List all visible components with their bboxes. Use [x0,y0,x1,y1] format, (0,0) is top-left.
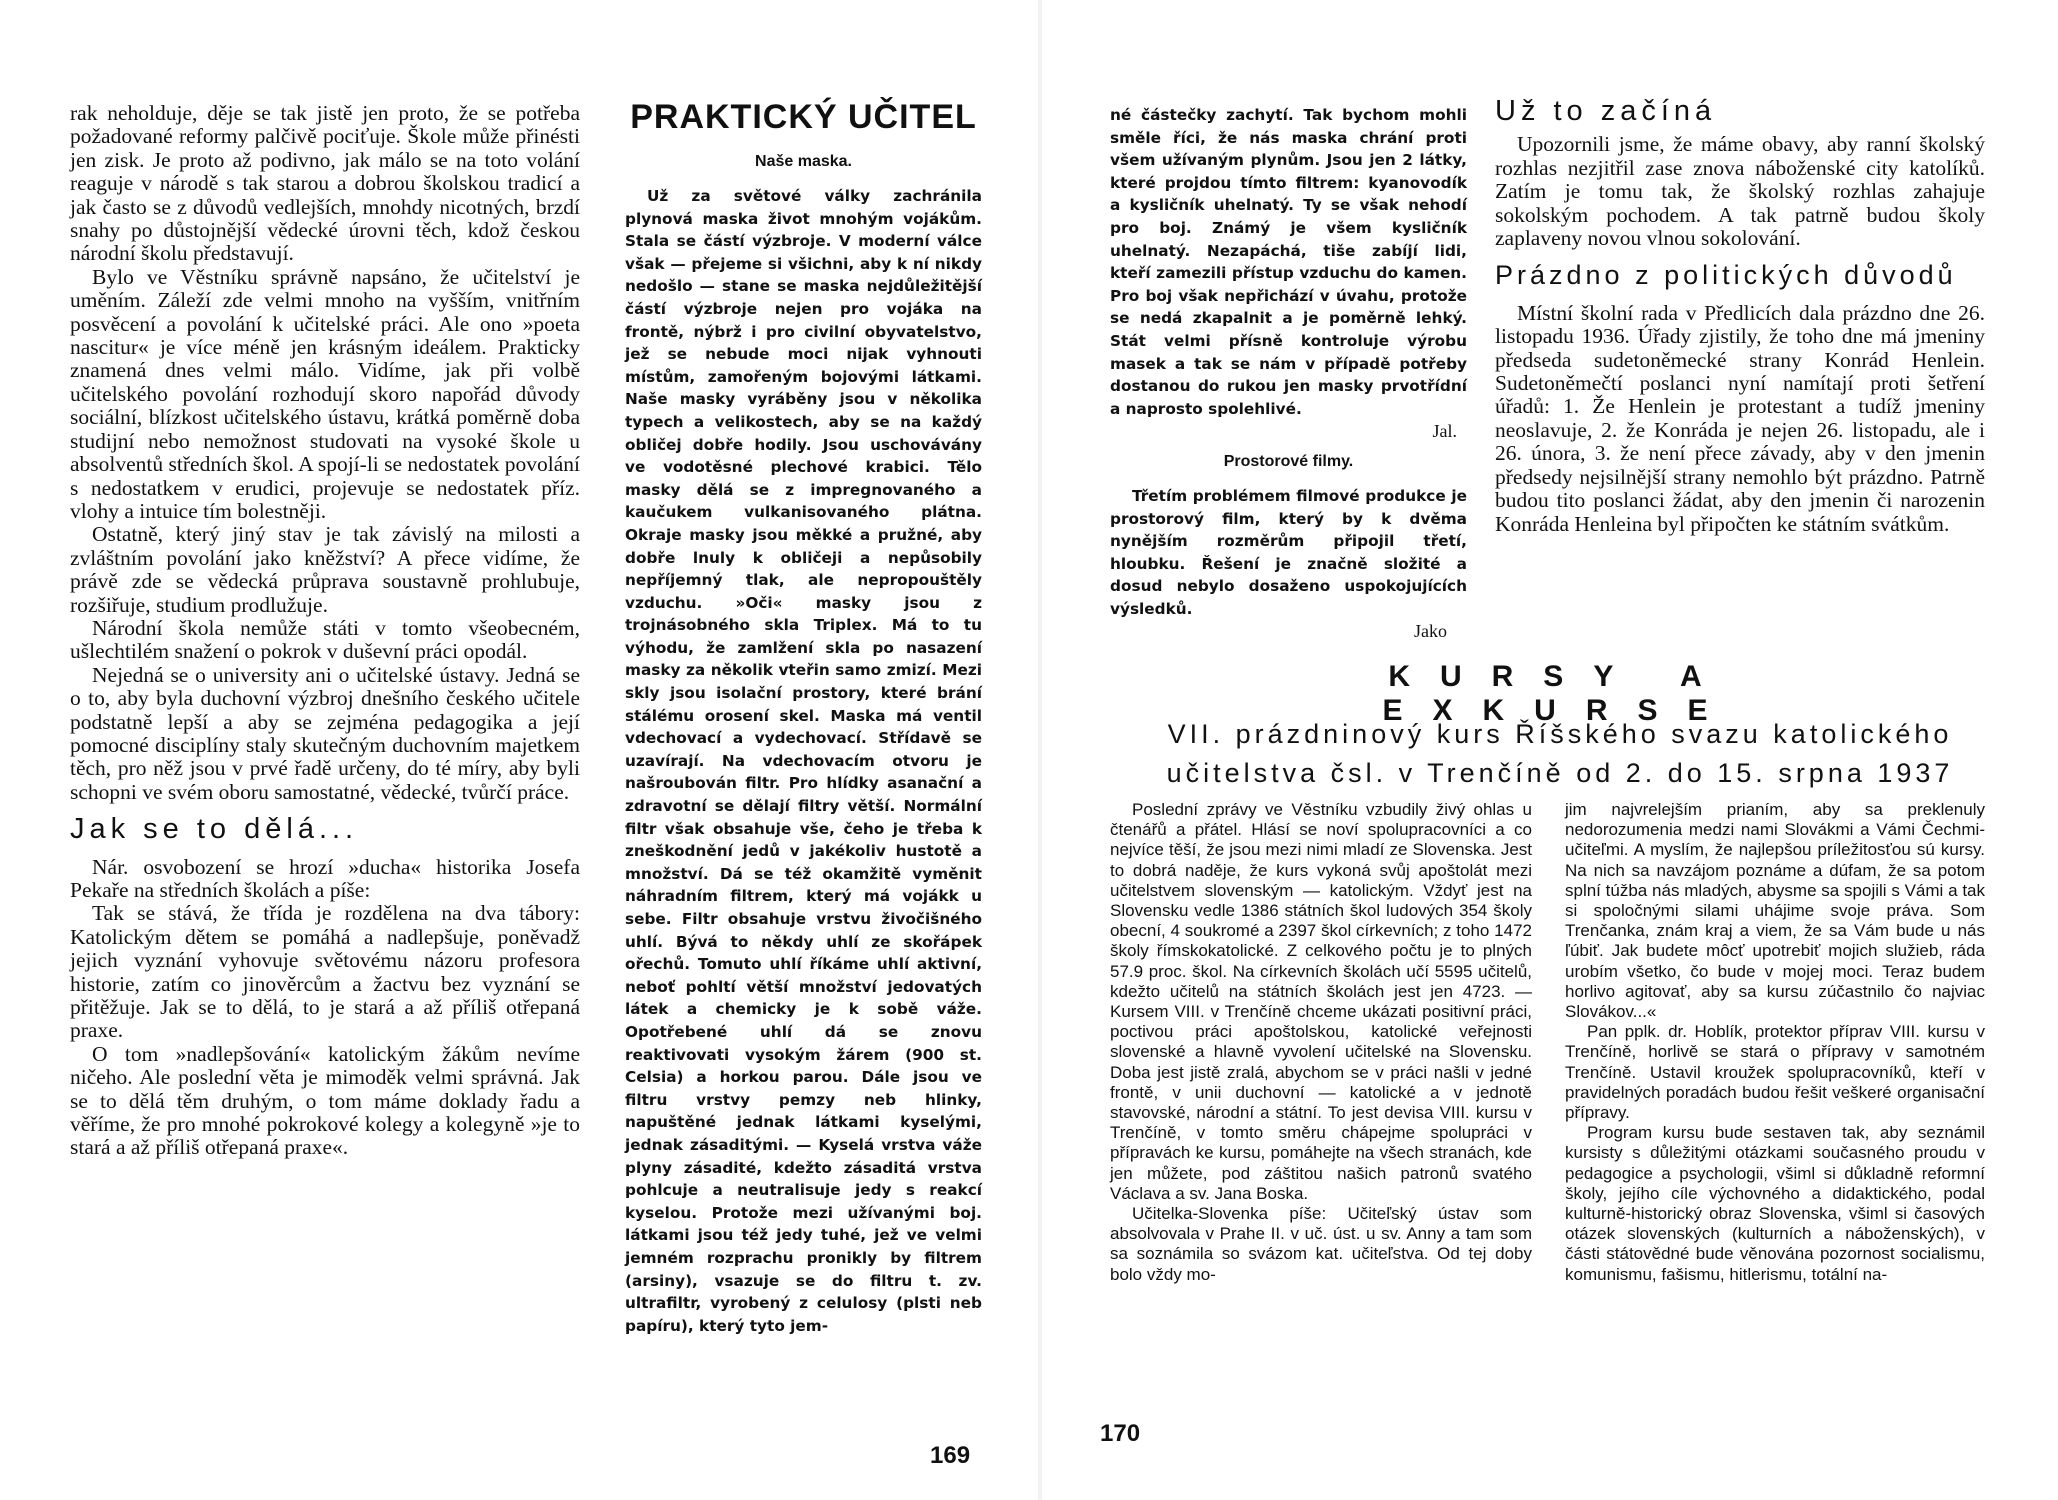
right-page-column-2 [1495,96,1985,536]
article-subtitle: Prostorové filmy. [1223,452,1354,470]
section-title: KURSY A EXKURSE [1382,660,1738,727]
page-number-right: 170 [1100,1420,1141,1447]
kurs-title [1120,715,2000,793]
paragraph: O tom »nadlepšování« katolickým žákům nevíme ničeho. Ale poslední věta je mimoděk velmi správná. Jak se to dělá těm druhým, o tom máme doklady řadu a věříme, že pro mnohé pokrokové kolegy a kolegyně »je to stará a až příliš otřepaná praxe«. [70,1041,580,1160]
page-number-left: 169 [930,1442,971,1469]
article-subtitle: Naše maska. [755,153,852,170]
paragraph: Ostatně, který jiný stav je tak závislý na milosti a zvláštním povolání jako kněžství? A přece vidíme, že právě zde se vědecká průprava soustavně prohlubuje, rozšiřuje, studium prodlužuje. [70,522,580,617]
paragraph: Národní škola nemůže státi v tomto všeobecném, ušlechtilém snažení o pokrok v duševní práci opodál. [70,615,580,664]
paragraph: Nejedná se o university ani o učitelské ústavy. Jedná se o to, aby byla duchovní výzbroj dnešního českého učitele podstatně lepší a aby se zejména pedagogika a její pomocné disciplíny staly skutečným duchovním majetkem těch, pro něž jsou v prvé řadě určeny, do té míry, aby byli schopni ve svém oboru samostatné, vědecké, tvůrčí práce. [70,662,580,804]
page-gutter [1038,0,1042,1500]
kurs-column-2 [1565,800,1985,1285]
paragraph: Pan pplk. dr. Hoblík, protektor příprav VIII. kursu v Trenčíně, horlivě se stará o přípravy v samotném Trenčíně. Ustavil kroužek spolupracovníků, kteří v pravidelných poradách budou řešit veškeré organisační přípravy. [1565,1022,1985,1123]
paragraph: Místní školní rada v Předlicích dala prázdno dne 26. listopadu 1936. Úřady zjistily, že toho dne má jmeniny předseda sudetoněmecké strany Konrád Henlein. Sudetoněmečtí poslanci nyní namítají proti šetření úřadů: 1. Že Henlein je protestant a tudíž jmeniny neoslavuje, 2. že Konráda je nejen 26. listopadu, ale i 26. února, 3. že není přece závady, aby v den jmenin předsedy nejsilnější strany nemohlo být prázdno. Patrně budou tito poslanci žádat, aby den jmenin či narozenin Konráda Henleina byl připočten ke státním svátkům. [1495,300,1985,536]
article-text: Třetím problémem filmové produkce je prostorový film, který by k dvěma nynějším rozměrům připojil třetí, hloubku. Řešení je značně složité a dosud nebylo dosaženo uspokojujících výsledků. [1110,486,1467,618]
section-heading: Prázdno z politických důvodů [1495,260,1957,291]
paragraph: Nár. osvobození se hrozí »ducha« historika Josefa Pekaře na středních školách a píše: [70,854,580,902]
right-page-column-1 [1110,104,1467,643]
left-page-column-1 [70,102,580,1160]
paragraph: Program kursu bude sestaven tak, aby seznámil kursisty s důležitými otázkami současného proudu v pedagogice a psychologii, všiml si důkladně reformní školy, jejího cíle výchovného a didaktického, podal kulturně-historický obraz Slovenska, všiml si časových otázek slovenských (kulturních a náboženských), v části státovědné bude věnována pozornost socialismu, komunismu, fašismu, hitlerismu, totální na- [1565,1123,1985,1284]
paragraph: jim najvrelejším prianím, aby sa preklenuly nedorozumenia medzi nami Slovákmi a Vámi Čechmi-učiteľmi. A myslím, že najlepšou príležitosťou sú kursy. Na nich sa navzájom poznáme a dúfam, že sa potom splní túžba nás mladých, abysme sa spojili s Vámi a tak si spoločnými silami uhájime svoje práva. Som Trenčanka, znám kraj a viem, že sa Vám bude u nás ľúbiť. Jak budete môcť upotrebiť mojich služieb, ráda urobím všetko, čo bude v mojej moci. Teraz budem horlivo agitovať, aby sa kursu zúčastnilo čo najviac Slovákov...« [1565,800,1985,1022]
signature: Jal. [1432,421,1457,442]
section-title: PRAKTICKÝ UČITEL [630,98,977,136]
article-text: Už za světové války zachránila plynová maska život mnohým vojákům. Stala se částí výzbroje. V moderní válce však — přejeme si všichni, aby k ní nikdy nedošlo — stane se maska nejdůležitější částí výzbroje nejen pro vojáka na frontě, nýbrž i pro civilní obyvatelstvo, jež se nebude moci nijak vyhnouti místům, zamořeným bojovými látkami. Naše masky vyráběny jsou v několika typech a velikostech, aby se na každý obličej dobře hodily. Jsou uschovávány ve vodotěsné plechové krabici. Tělo masky dělá se z impregnovaného a kaučukem vulkanisovaného plátna. Okraje masky jsou měkké a pružné, aby dobře lnuly k obličeji a nepůsobily nepříjemný tlak, ale nepropouštěly vzduchu. »Oči« masky jsou z trojnásobného skla Triplex. Má to tu výhodu, že zamlžení skla po nasazení masky za několik vteřin samo zmizí. Mezi skly jsou isolační prostory, které brání stálému orosení skel. Maska má ventil vdechovací a vydechovací. Střídavě se uzavírají. Na vdechovacím otvoru je našroubován filtr. Pro hlídky asanační a zdravotní se dělají filtry větší. Normální filtr však obsahuje vše, čeho je třeba k zneškodnění jedů v jakékoliv hustotě a množství. Dá se též okamžitě vyměnit náhradním filtrem, který má vojákk u sebe. Filtr obsahuje vrstvu živočišného uhlí. Bývá to někdy uhlí ze skořápek ořechů. Tomuto uhlí říkáme uhlí aktivní, neboť pohltí větší množství jedovatých látek a chemicky je k sobě váže. Opotřebené uhlí dá se znovu reaktivovati vysokým žárem (900 st. Celsia) a horkou parou. Dále jsou ve filtru vrstvy pemzy neb hlinky, napuštěné jednak látkami kyselými, jednak zásaditými. — Kyselá vrstva váže plyny zásadité, kdežto zásaditá vrstva pohlcuje a neutralisuje jedy s reakcí kyselou. Protože mezi užívanými boj. látkami jsou též jedy tuhé, jež ve velmi jemném rozprachu pronikly by filtrem (arsiny), vsazuje se do filtru t. zv. ultrafiltr, vyrobený z celulosy (plsti neb papíru), který tyto jem- [625,187,982,1335]
paragraph: Poslední zprávy ve Věstníku vzbudily živý ohlas u čtenářů a přátel. Hlásí se noví spolupracovníci a co nejvíce těší, že jsou mezi nimi mladí ze Slovenska. Jest to dobrá naděje, že kurs vykoná svůj apoštolát mezi učitelstvem slovenským — katolickým. Vždyť jest na Slovensku vedle 1386 státních škol ludových 354 školy obecní, 4 soukromé a 2397 škol církevních; z toho 1472 školy římskokatolické. Z celkového počtu je to plných 57.9 proc. škol. Na církevních školách učí 5595 učitelů, kdežto učitelů na státních školách jest jen 4723. — Kursem VIII. v Trenčíně chceme ukázati positivní práci, poctivou práci apoštolskou, katolické veřejnosti slovenské a hlavně vyvolení učitelské na Slovensku. Doba jest jistě zralá, abychom se v práci našli v jedné frontě, v unii duchovní — katolické a v jednotě stavovské, národní a státní. To jest devisa VIII. kursu v Trenčíně, v tomto směru chápejme spolupráci v přípravách ke kursu, pomáhejte na všech stranách, kde jen můžete, pod záštitou našich patronů svatého Václava a sv. Jana Boska. [1110,800,1532,1203]
kurs-title-line: učitelstva čsl. v Trenčíně od 2. do 15. srpna 1937 [1166,758,1954,788]
paragraph: Upozornili jsme, že máme obavy, aby ranní školský rozhlas nezjitřil zase znova náboženské city katolíků. Zatím je tomu tak, že školský rozhlas zahajuje sokolským pochodem. A tak patrně budou školy zaplaveny novou vlnou sokolování. [1495,132,1985,251]
paragraph: Tak se stává, že třída je rozdělena na dva tábory: Katolickým dětem se pomáhá a nadlepšuje, poněvadž jejich vyznání vyhovuje světovému názoru profesora historie, zatím co jinověrcům a žactvu bez vyznání se přitěžuje. Jak se to dělá, to je stará a až příliš otřepaná praxe. [70,901,580,1043]
article-text: né částečky zachytí. Tak bychom mohli směle říci, že nás maska chrání proti všem užívaným plynům. Jsou jen 2 látky, které projdou tímto filtrem: kyanovodík a kysličník uhelnatý. Ty se však nehodí pro boj. Známý je všem kysličník uhelnatý. Nezapáchá, tiše zabíjí lidi, kteří zamezili přístup vzduchu do kamen. Pro boj však nepřichází v úvahu, protože se nedá zkapalnit a je poměrně lehký. Stát velmi přísně kontroluje výrobu masek a tak se nám v případě potřeby dostanou do rukou jen masky prvotřídní a naprosto spolehlivé. [1110,106,1467,418]
kurs-title-line: VII. prázdninový kurs Říšského svazu katolického [1167,719,1953,749]
kurs-column-1 [1110,800,1532,1285]
paragraph: Učitelka-Slovenka píše: Učiteľský ústav som absolvovala v Prahe II. v uč. úst. u sv. Anny a tam som sa soznámila so svázom kat. učiteľstva. Od tej doby bolo vždy mo- [1110,1204,1532,1284]
paragraph: Bylo ve Věstníku správně napsáno, že učitelství je uměním. Záleží zde velmi mnoho na vyšším, vnitřním posvěcení a povolání k učitelské práci. Ale ono »poeta nascitur« je více méně jen krásným ideálem. Prakticky znamená dnes velmi málo. Vidíme, jak při volbě učitelského povolání rozhodují skoro napořád důvody sociální, blízkost učitelského ústavu, krátká poměrně doba studijní nebo nemožnost studovati na vysoké škole u absolventů středních škol. A spojí-li se nedostatek povolání s nedostatkem v erudici, projevuje se nedostatek příz. vlohy a intuice tím bolestněji. [70,264,580,523]
left-page-column-2 [625,98,982,1337]
paragraph: rak neholduje, děje se tak jistě jen proto, že se potřeba požadované reformy palčivě pociťuje. Škole může přinésti jen zisk. Je proto až podivno, jak málo se na toto volání reaguje v národě s tak starou a dobrou školskou tradicí a jak často se z důvodů vedlejších, mnohdy nicotných, brzdí snahy po důstojnější vědecké úrovni těch, kdož českou národní školu představují. [70,101,580,266]
section-heading: Jak se to dělá... [70,813,359,846]
signature: Jako [1414,621,1447,642]
section-heading: Už to začíná [1495,95,1717,127]
